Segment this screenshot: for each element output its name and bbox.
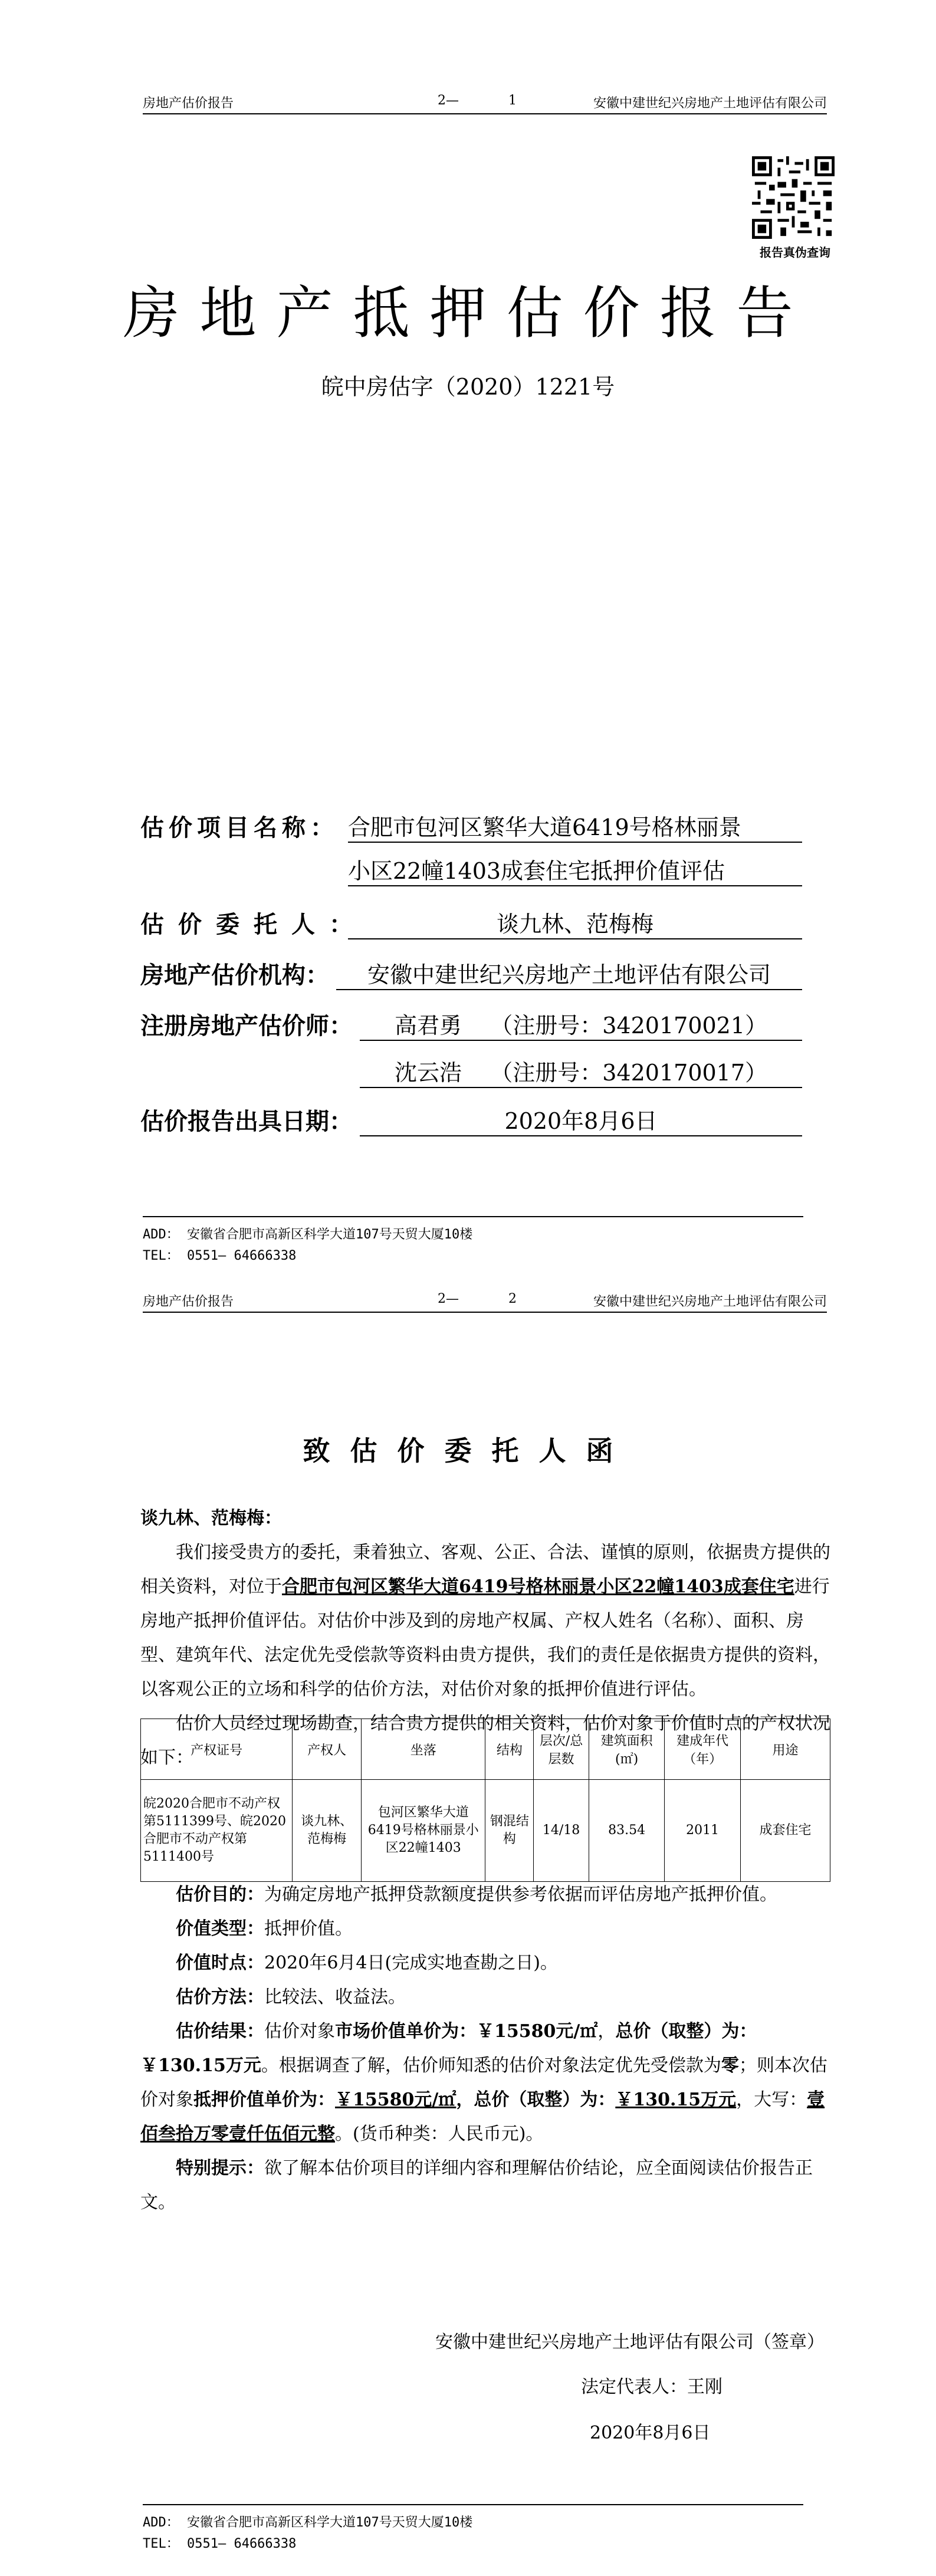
client-value: 谈九林、范梅梅 bbox=[348, 906, 802, 939]
table-cell: 14/18 bbox=[534, 1780, 589, 1882]
header-company: 安徽中建世纪兴房地产土地评估有限公司 bbox=[593, 1294, 827, 1309]
footer-tel: TEL： 0551— 64666338 bbox=[143, 1248, 297, 1263]
table-header: 产权人 bbox=[293, 1719, 362, 1780]
method-value: 比较法、收益法。 bbox=[264, 1987, 406, 2007]
legal-representative: 法定代表人：王刚 bbox=[581, 2377, 722, 2397]
value-type-line bbox=[140, 1912, 830, 1946]
property-rights-table bbox=[140, 1719, 830, 1882]
letter-body-bottom bbox=[140, 1878, 830, 2220]
tip-value: 欲了解本估价项目的详细内容和理解估价结论，应全面阅读估价报告正文。 bbox=[140, 2158, 813, 2213]
purpose-line bbox=[140, 1878, 830, 1912]
mortgage-unit-label: 抵押价值单价为： bbox=[193, 2089, 335, 2110]
priority-payment: 零 bbox=[721, 2055, 739, 2076]
mortgage-total-price: ￥130.15万元 bbox=[615, 2089, 737, 2110]
value-type-value: 抵押价值。 bbox=[264, 1918, 353, 1939]
result-text: 估价对象 bbox=[264, 2021, 335, 2042]
letter-title: 致估价委托人函 bbox=[303, 1435, 633, 1467]
table-cell: 2011 bbox=[665, 1780, 741, 1882]
table-header-row bbox=[141, 1719, 830, 1780]
header-left: 房地产估价报告 bbox=[143, 1294, 234, 1309]
agency-value: 安徽中建世纪兴房地产土地评估有限公司 bbox=[336, 957, 802, 990]
letter-page bbox=[0, 1288, 936, 2576]
result-text: 。根据调查了解，估价师知悉的估价对象法定优先受偿款为 bbox=[261, 2055, 721, 2076]
salutation: 谈九林、范梅梅： bbox=[140, 1508, 282, 1529]
signature-date: 2020年8月6日 bbox=[590, 2423, 711, 2443]
header-page-number: 2 bbox=[508, 1292, 517, 1306]
document-number: 皖中房估字（2020）1221号 bbox=[321, 374, 615, 400]
value-time-label: 价值时点： bbox=[176, 1953, 264, 1973]
paragraph-1 bbox=[140, 1536, 830, 1707]
table-header: 坐落 bbox=[362, 1719, 485, 1780]
market-total-price: 总价（取整）为：￥130.15万元 bbox=[140, 2021, 757, 2076]
table-header: 结构 bbox=[485, 1719, 534, 1780]
header-left: 房地产估价报告 bbox=[143, 96, 234, 111]
method-label: 估价方法： bbox=[176, 1987, 264, 2007]
table-cell: 包河区繁华大道6419号格林丽景小区22幢1403 bbox=[362, 1780, 485, 1882]
result-text: ；则本次估价对象 bbox=[140, 2055, 827, 2110]
project-label: 估价项目名称： bbox=[140, 814, 339, 842]
client-label: 估价委托人： bbox=[140, 911, 367, 938]
table-cell: 成套住宅 bbox=[740, 1780, 830, 1882]
issue-date-row bbox=[140, 1103, 353, 1136]
page-footer bbox=[143, 2504, 803, 2555]
value-time-value: 2020年6月4日(完成实地查勘之日)。 bbox=[264, 1953, 558, 1973]
market-unit-price: 市场价值单价为：￥15580元/㎡ bbox=[335, 2021, 598, 2042]
result-text: 。(货币种类：人民币元)。 bbox=[335, 2124, 544, 2144]
para1-text-a: 我们接受贵方的委托，秉着独立、客观、公正、合法、谨慎的原则，依据贵方提供的相关资料，对位于 bbox=[140, 1542, 830, 1597]
appraiser-label: 注册房地产估价师： bbox=[140, 1012, 353, 1040]
mortgage-unit-price: ￥15580元/㎡ bbox=[335, 2089, 456, 2110]
result-label: 估价结果： bbox=[176, 2021, 264, 2042]
method-line bbox=[140, 1980, 830, 2015]
project-value-line2: 小区22幢1403成套住宅抵押价值评估 bbox=[348, 853, 802, 886]
appraiser-row bbox=[140, 1007, 353, 1041]
agency-row bbox=[140, 957, 329, 990]
result-paragraph bbox=[140, 2015, 830, 2151]
purpose-label: 估价目的： bbox=[176, 1884, 264, 1905]
issue-date-value: 2020年8月6日 bbox=[360, 1103, 802, 1136]
signature-company: 安徽中建世纪兴房地产土地评估有限公司（签章） bbox=[435, 2332, 825, 2352]
table-cell: 钢混结构 bbox=[485, 1780, 534, 1882]
header-page-prefix: 2— bbox=[438, 93, 459, 108]
appraiser-1: 高君勇 （注册号：3420170021） bbox=[360, 1007, 802, 1041]
header-page-prefix: 2— bbox=[438, 1292, 459, 1306]
footer-address: ADD： 安徽省合肥市高新区科学大道107号天贸大厦10楼 bbox=[143, 1227, 473, 1242]
header-page-number: 1 bbox=[508, 93, 517, 108]
client-row bbox=[140, 906, 367, 939]
para1-text-c: 进行房地产抵押价值评估。对估价中涉及到的房地产权属、产权人姓名（名称）、面积、房型、建筑年代、法定优先受偿款等资料由贵方提供，我们的责任是依据贵方提供的资料，以客观公正的立场和科学的估价方法，对估价对象的抵押价值进行评估。 bbox=[140, 1576, 830, 1700]
report-title: 房地产抵押估价报告 bbox=[123, 280, 813, 346]
value-type-label: 价值类型： bbox=[176, 1918, 264, 1939]
appraiser-2: 沈云浩 （注册号：3420170017） bbox=[360, 1054, 802, 1088]
table-cell: 谈九林、范梅梅 bbox=[293, 1780, 362, 1882]
amount-in-words: 壹佰叁拾万零壹仟伍佰元整 bbox=[140, 2089, 825, 2144]
project-name-row bbox=[140, 809, 339, 843]
header-company: 安徽中建世纪兴房地产土地评估有限公司 bbox=[593, 96, 827, 111]
table-header: 建筑面积(㎡) bbox=[589, 1719, 665, 1780]
table-header: 建成年代（年） bbox=[665, 1719, 741, 1780]
paragraph-2: 估价人员经过现场勘查，结合贵方提供的相关资料，估价对象于价值时点的产权状况如下： bbox=[140, 1713, 830, 1768]
property-address: 合肥市包河区繁华大道6419号格林丽景小区22幢1403成套住宅 bbox=[282, 1576, 794, 1597]
table-header: 产权证号 bbox=[141, 1719, 293, 1780]
agency-label: 房地产估价机构： bbox=[140, 961, 329, 989]
mortgage-total-label: ，总价（取整）为： bbox=[456, 2089, 616, 2110]
table-row bbox=[141, 1780, 830, 1882]
footer-address: ADD： 安徽省合肥市高新区科学大道107号天贸大厦10楼 bbox=[143, 2515, 473, 2530]
page-header bbox=[143, 1288, 827, 1313]
value-time-line bbox=[140, 1946, 830, 1980]
tip-label: 特别提示： bbox=[176, 2158, 264, 2179]
result-text: ， bbox=[597, 2021, 616, 2042]
table-header: 层次/总层数 bbox=[534, 1719, 589, 1780]
qr-code-icon[interactable] bbox=[752, 156, 835, 239]
special-tip-line bbox=[140, 2151, 830, 2220]
purpose-value: 为确定房地产抵押贷款额度提供参考依据而评估房地产抵押价值。 bbox=[264, 1884, 777, 1905]
table-header: 用途 bbox=[740, 1719, 830, 1780]
page-header bbox=[143, 90, 827, 114]
table-cell: 83.54 bbox=[589, 1780, 665, 1882]
qr-caption: 报告真伪查询 bbox=[760, 245, 830, 259]
project-value-line1: 合肥市包河区繁华大道6419号格林丽景 bbox=[348, 809, 802, 843]
page-footer bbox=[143, 1216, 803, 1267]
footer-tel: TEL： 0551— 64666338 bbox=[143, 2536, 297, 2551]
issue-date-label: 估价报告出具日期： bbox=[140, 1108, 353, 1135]
result-text: ，大写： bbox=[736, 2089, 807, 2110]
table-cell: 皖2020合肥市不动产权第5111399号、皖2020合肥市不动产权第5111400号 bbox=[141, 1780, 293, 1882]
